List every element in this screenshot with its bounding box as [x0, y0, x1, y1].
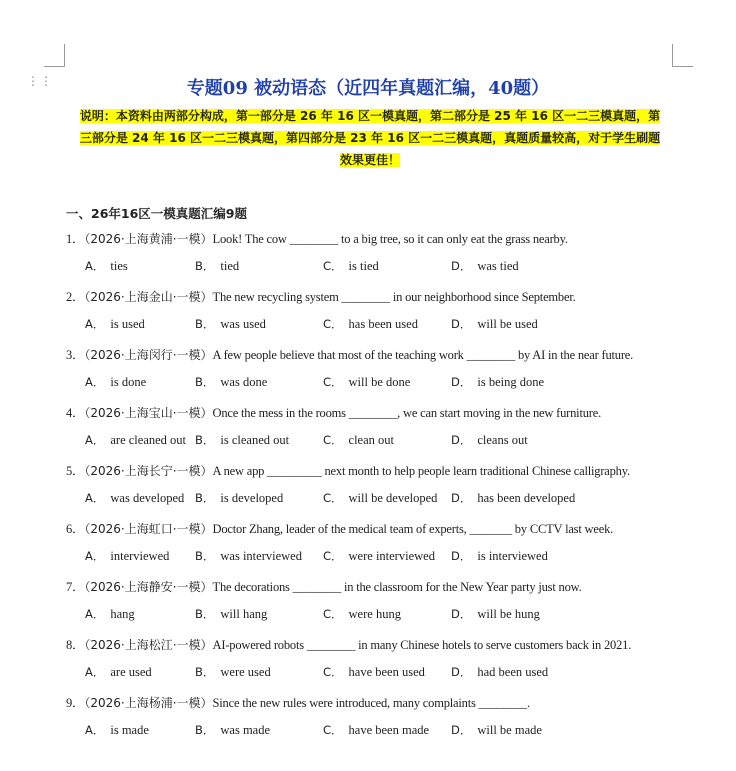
question-stem: AI-powered robots ________ in many Chinese hotels to serve customers back in 2021.: [212, 638, 632, 652]
question-item: [66, 461, 686, 479]
note-line: 说明：本资料由两部分构成，第一部分是 26 年 16 区一模真题，第二部分是 25 年 16 区一二三模真题，第: [79, 109, 661, 123]
answer-options: [85, 374, 685, 392]
option-b: B． was interviewed: [195, 549, 302, 563]
option-b: B． is cleaned out: [195, 433, 290, 447]
option-a: A． was developed: [85, 491, 185, 505]
option-a: A． is made: [85, 723, 149, 737]
answer-options: [85, 258, 685, 276]
option-d: D． will be made: [451, 723, 542, 737]
question-number: 7．: [66, 580, 85, 594]
question-source: （2026·上海闵行·一模）: [84, 348, 213, 362]
option-b: B． was done: [195, 375, 268, 389]
question-item: [66, 577, 686, 595]
question-item: [66, 635, 686, 653]
question-number: 5．: [66, 464, 85, 478]
question-stem: The new recycling system ________ in our neighborhood since September.: [212, 290, 576, 304]
option-c: C． have been made: [323, 723, 430, 737]
answer-options: [85, 606, 685, 624]
option-b: B． tied: [195, 259, 240, 273]
drag-handle-icon[interactable]: ⋮⋮: [27, 74, 53, 88]
option-d: D． is being done: [451, 375, 545, 389]
question-number: 2．: [66, 290, 85, 304]
question-number: 9．: [66, 696, 85, 710]
question-stem: A new app _________ next month to help people learn traditional Chinese calligraphy.: [212, 464, 630, 478]
answer-options: [85, 664, 685, 682]
option-d: D． is interviewed: [451, 549, 548, 563]
option-d: D． cleans out: [451, 433, 528, 447]
option-c: C． will be done: [323, 375, 411, 389]
question-item: [66, 403, 686, 421]
question-stem: Once the mess in the rooms ________, we can start moving in the new furniture.: [212, 406, 602, 420]
option-a: A． is used: [85, 317, 145, 331]
page-corner-mark-left: [44, 44, 65, 67]
option-c: C． have been used: [323, 665, 425, 679]
option-d: D． was tied: [451, 259, 519, 273]
question-source: （2026·上海静安·一模）: [84, 580, 213, 594]
option-b: B． is developed: [195, 491, 284, 505]
question-source: （2026·上海杨浦·一模）: [84, 696, 213, 710]
note-line: 效果更佳！: [339, 153, 400, 167]
question-number: 4．: [66, 406, 85, 420]
answer-options: [85, 432, 685, 450]
option-b: B． was used: [195, 317, 266, 331]
question-source: （2026·上海金山·一模）: [84, 290, 213, 304]
option-b: B． were used: [195, 665, 271, 679]
note-line: 三部分是 24 年 16 区一二三模真题，第四部分是 23 年 16 区一二三模真题，真题质量较高，对于学生刷题: [79, 131, 661, 145]
option-d: D． had been used: [451, 665, 549, 679]
option-b: B． will hang: [195, 607, 268, 621]
question-item: [66, 287, 686, 305]
option-b: B． was made: [195, 723, 271, 737]
document-title: 专题09 被动语态（近四年真题汇编，40题）: [186, 78, 550, 99]
question-item: [66, 519, 686, 537]
option-d: D． will be used: [451, 317, 538, 331]
answer-options: [85, 722, 685, 740]
option-c: C． has been used: [323, 317, 418, 331]
question-number: 6．: [66, 522, 85, 536]
question-item: [66, 693, 686, 711]
option-c: C． clean out: [323, 433, 394, 447]
page-corner-mark-right: [672, 44, 693, 67]
option-c: C． is tied: [323, 259, 379, 273]
option-d: D． will be hung: [451, 607, 540, 621]
answer-options: [85, 490, 685, 508]
question-source: （2026·上海松江·一模）: [84, 638, 213, 652]
option-a: A． are used: [85, 665, 152, 679]
question-stem: Look! The cow ________ to a big tree, so it can only eat the grass nearby.: [212, 232, 568, 246]
answer-options: [85, 548, 685, 566]
question-item: [66, 345, 686, 363]
option-c: C． were hung: [323, 607, 401, 621]
option-d: D． has been developed: [451, 491, 576, 505]
question-item: [66, 229, 686, 247]
section-heading: 一、26年16区一模真题汇编9题: [66, 206, 247, 221]
option-a: A． are cleaned out: [85, 433, 187, 447]
question-source: （2026·上海宝山·一模）: [84, 406, 213, 420]
option-a: A． interviewed: [85, 549, 170, 563]
question-source: （2026·上海黄浦·一模）: [84, 232, 213, 246]
option-a: A． hang: [85, 607, 135, 621]
description-note: [67, 105, 673, 171]
option-a: A． is done: [85, 375, 147, 389]
question-source: （2026·上海长宁·一模）: [84, 464, 213, 478]
option-c: C． were interviewed: [323, 549, 435, 563]
question-stem: Since the new rules were introduced, many complaints ________.: [212, 696, 530, 710]
question-number: 3．: [66, 348, 85, 362]
question-number: 1．: [66, 232, 85, 246]
answer-options: [85, 316, 685, 334]
question-stem: Doctor Zhang, leader of the medical team of experts, _______ by CCTV last week.: [212, 522, 614, 536]
option-a: A． ties: [85, 259, 128, 273]
option-c: C． will be developed: [323, 491, 438, 505]
question-stem: The decorations ________ in the classroom for the New Year party just now.: [212, 580, 582, 594]
question-source: （2026·上海虹口·一模）: [84, 522, 213, 536]
question-stem: A few people believe that most of the teaching work ________ by AI in the near future.: [212, 348, 634, 362]
question-number: 8．: [66, 638, 85, 652]
